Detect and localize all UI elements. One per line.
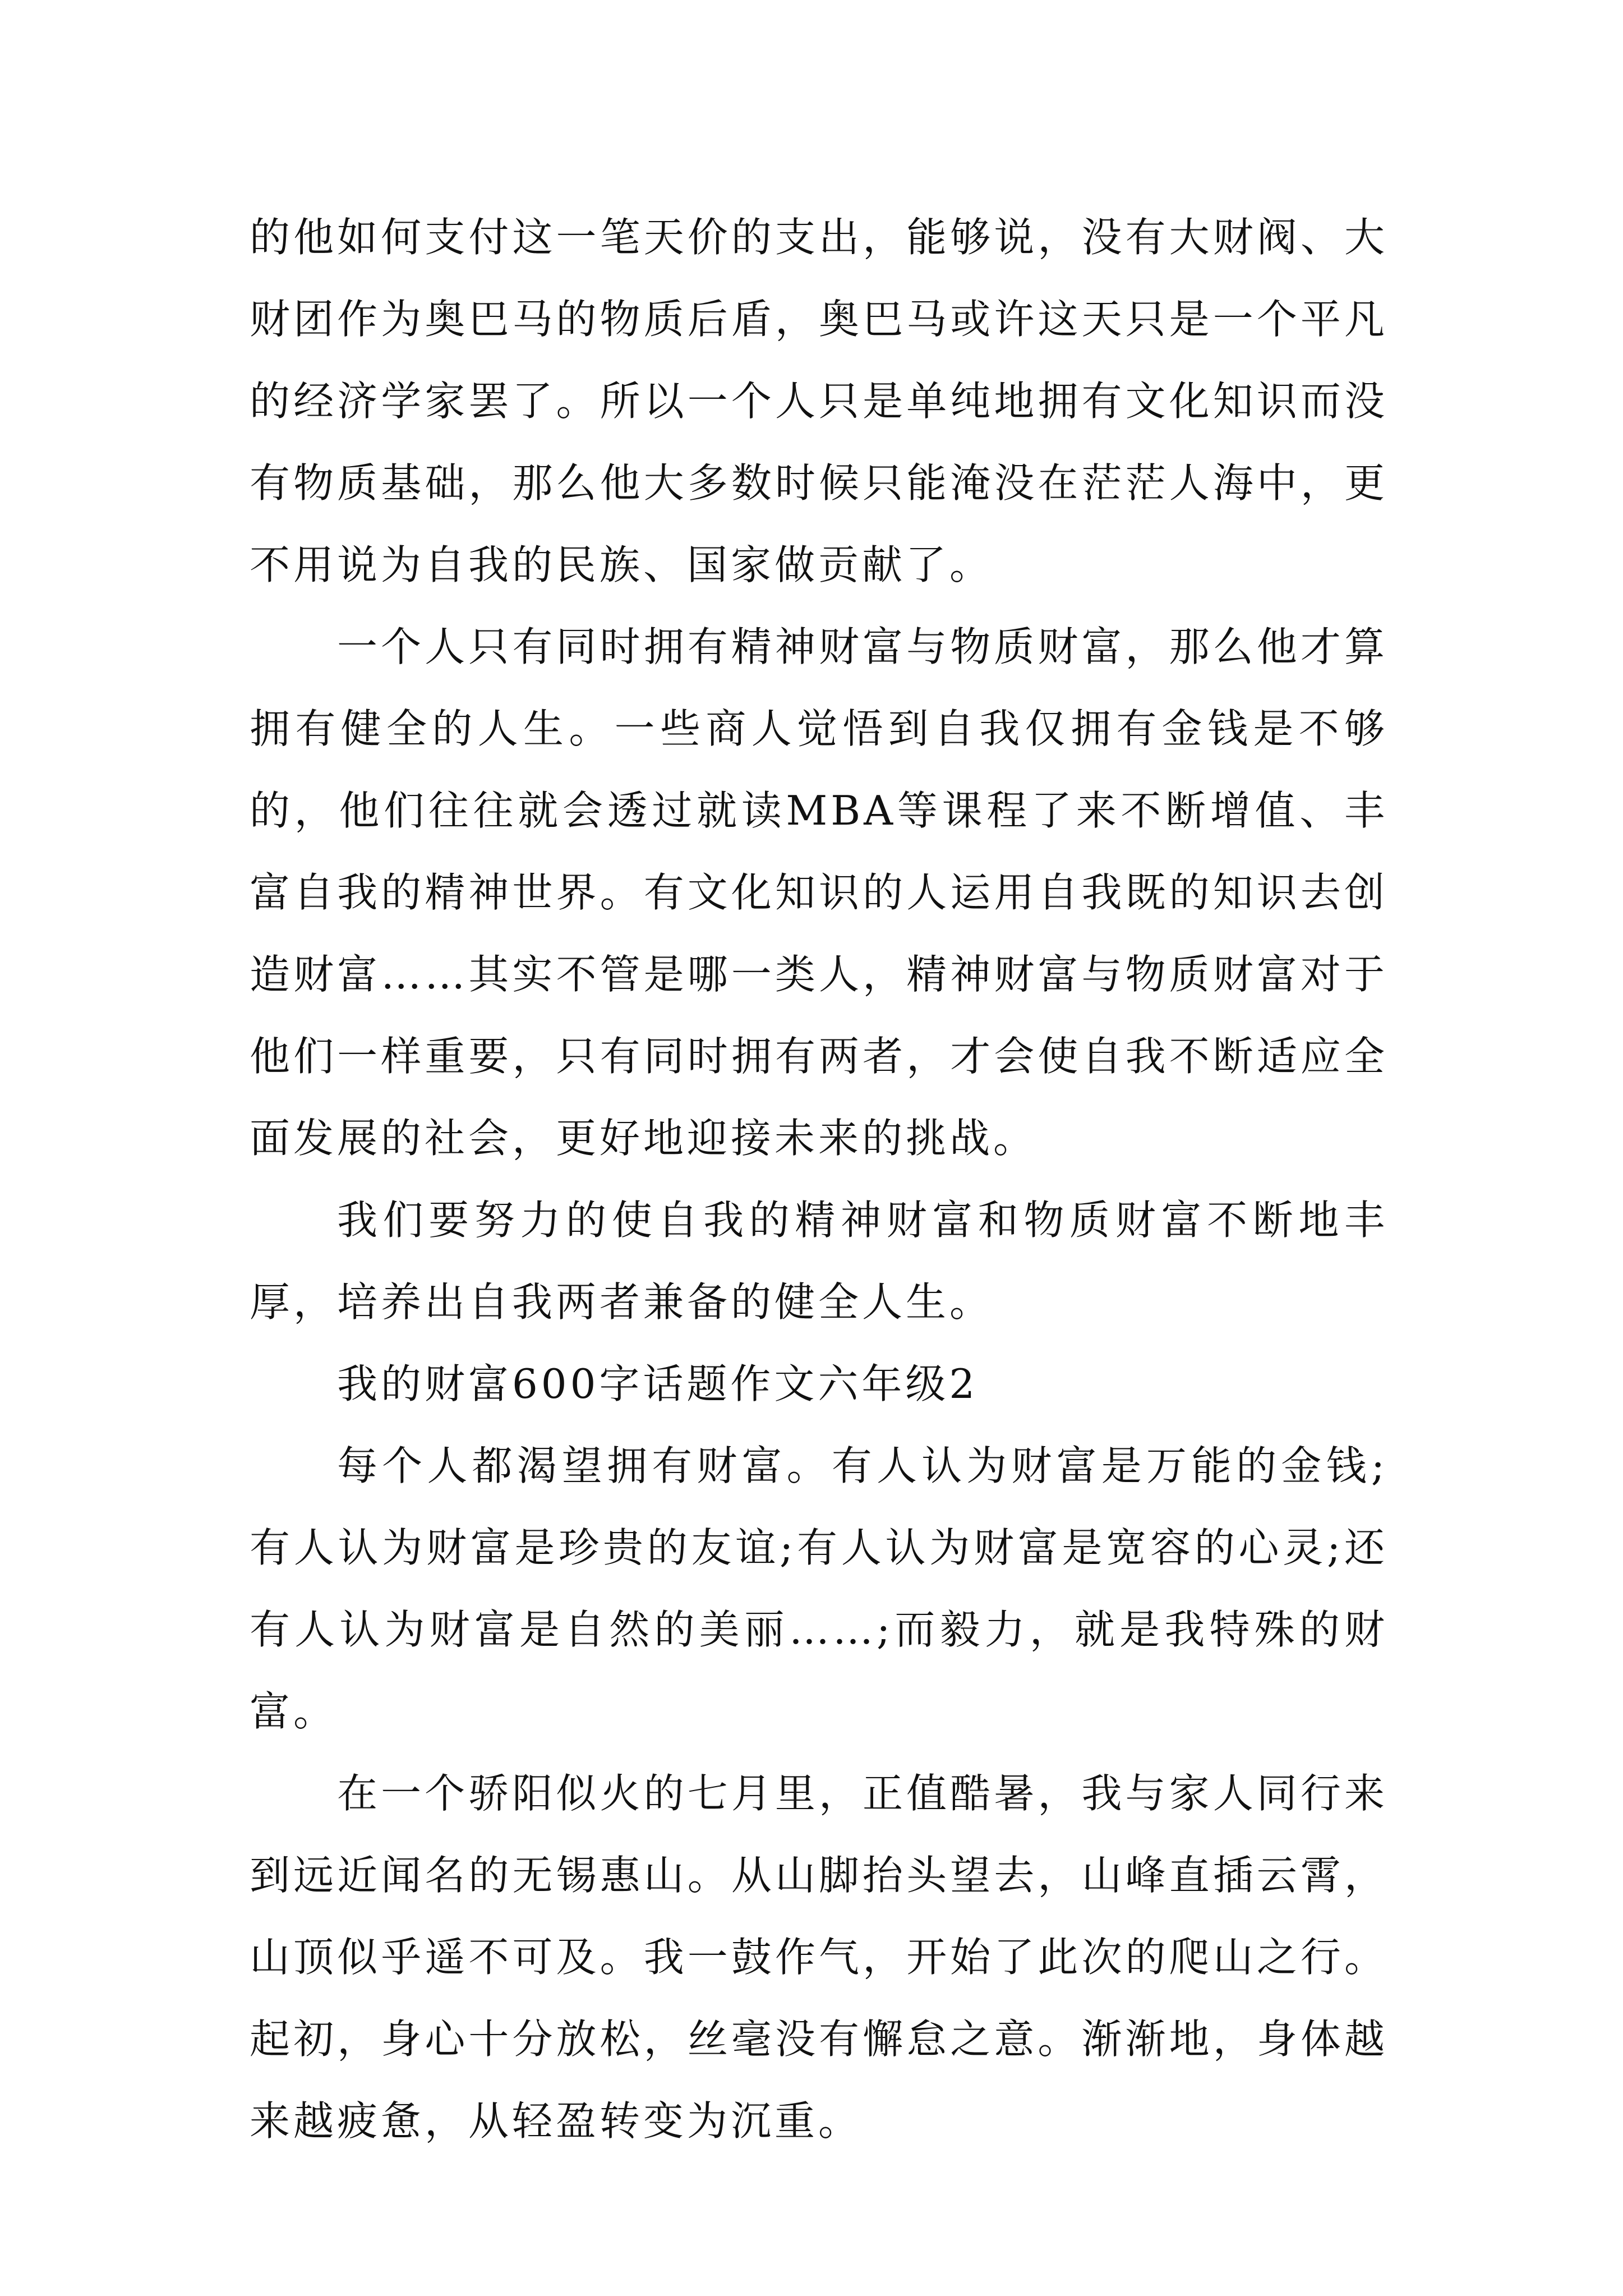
paragraph-conclusion: 我们要努力的使自我的精神财富和物质财富不断地丰厚，培养出自我两者兼备的健全人生。 — [250, 1197, 1388, 1326]
paragraph-mountain-climb: 在一个骄阳似火的七月里，正值酷暑，我与家人同行来到远近闻名的无锡惠山。从山脚抬头望去，山峰直插云霄，山顶似乎遥不可及。我一鼓作气，开始了此次的爬山之行。起初，身心十分放松，丝毫没有懈怠之意。渐渐地，身体越来越疲惫，从轻盈转变为沉重。 — [250, 1770, 1388, 2145]
essay-heading: 我的财富600字话题作文六年级2 — [337, 1360, 979, 1407]
paragraph-wealth-balance: 一个人只有同时拥有精神财富与物质财富，那么他才算拥有健全的人生。一些商人觉悟到自我仅拥有金钱是不够的，他们往往就会透过就读MBA等课程了来不断增值、丰富自我的精神世界。有文化知识的人运用自我既的知识去创造财富……其实不管是哪一类人，精神财富与物质财富对于他们一样重要，只有同时拥有两者，才会使自我不断适应全面发展的社会，更好地迎接未来的挑战。 — [250, 623, 1388, 1162]
paragraph-continuation: 的他如何支付这一笔天价的支出，能够说，没有大财阀、大财团作为奥巴马的物质后盾，奥巴马或许这天只是一个平凡的经济学家罢了。所以一个人只是单纯地拥有文化知识而没有物质基础，那么他大多数时候只能淹没在茫茫人海中，更不用说为自我的民族、国家做贡献了。 — [250, 214, 1388, 588]
document-body — [250, 196, 1388, 2162]
paragraph-essay-intro: 每个人都渴望拥有财富。有人认为财富是万能的金钱;有人认为财富是珍贵的友谊;有人认为财富是宽容的心灵;还有人认为财富是自然的美丽……;而毅力，就是我特殊的财富。 — [250, 1442, 1388, 1735]
